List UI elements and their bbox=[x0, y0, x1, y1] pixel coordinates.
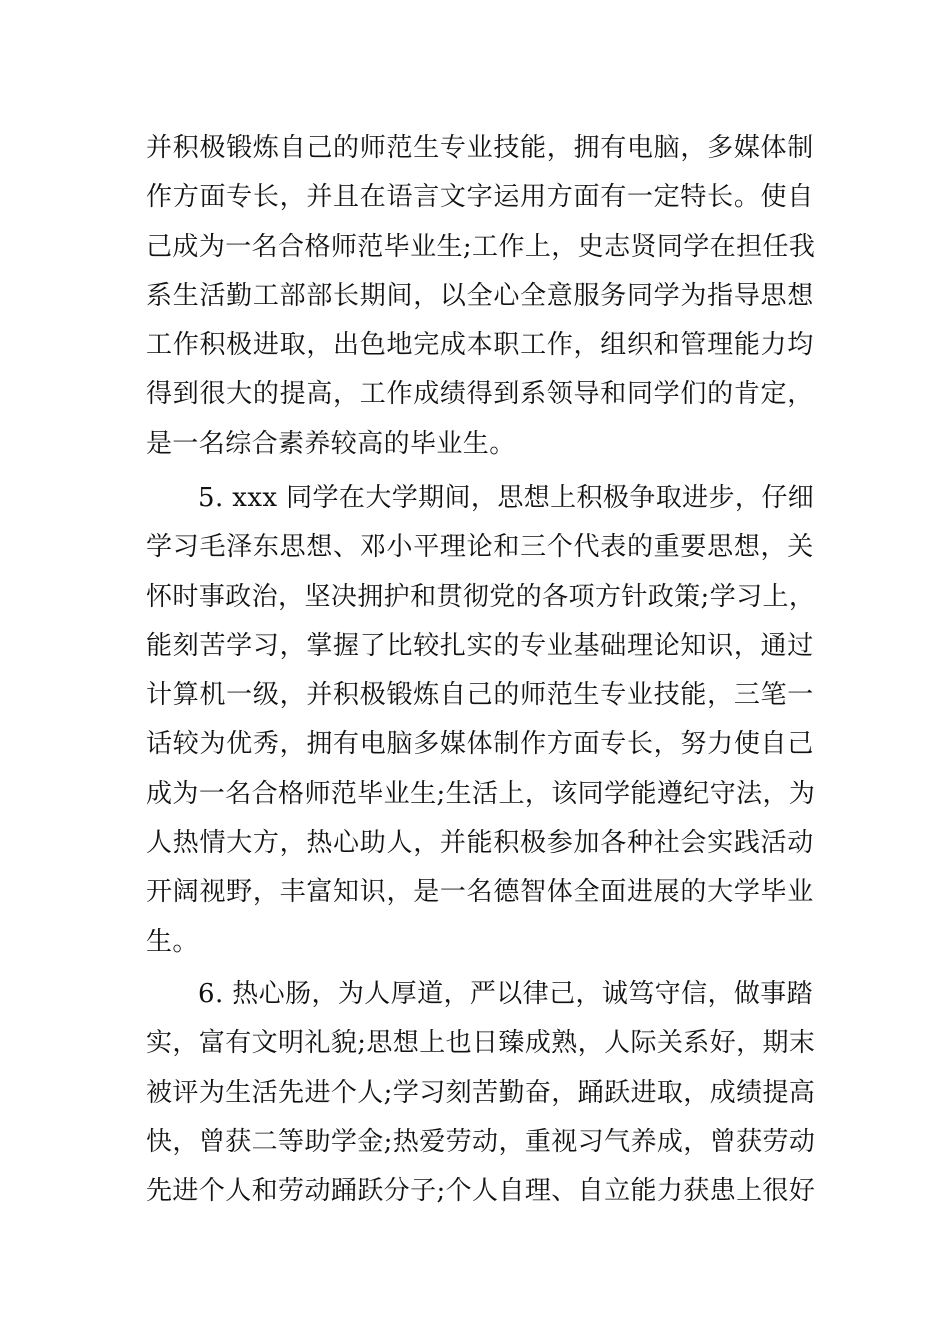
text-line: 是一名综合素养较高的毕业生。 bbox=[146, 428, 516, 459]
text-line: 怀 时 事 政 治 ， 坚 决 拥 护 和 贯 彻 党 的 各 项 方 针 政 策 ; 学 习 上 ， bbox=[146, 581, 816, 612]
text-line: 快 ， 曾 获 二 等 助 学 金 ; 热 爱 劳 动 ， 重 视 习 气 养 成 ， 曾 获 劳 动 bbox=[146, 1126, 816, 1157]
paragraph-item-6 bbox=[146, 970, 814, 1216]
text-line: 生。 bbox=[146, 926, 199, 957]
paragraph-continued bbox=[146, 124, 814, 469]
text-line: 被 评 为 生 活 先 进 个 人 ; 学 习 刻 苦 勤 奋 ， 踊 跃 进 取 ， 成 绩 提 高 bbox=[146, 1077, 816, 1108]
text-line: 学 习 毛 泽 东 思 想 、 邓 小 平 理 论 和 三 个 代 表 的 重 要 思 想 ， 关 bbox=[146, 532, 814, 563]
text-line: 能 刻 苦 学 习 ， 掌 握 了 比 较 扎 实 的 专 业 基 础 理 论 知 识 ， 通 过 bbox=[146, 630, 814, 661]
text-line: 6. 热心肠，为人厚道，严以律己，诚笃守信，做事踏 bbox=[198, 979, 814, 1009]
text-line: 先 进 个 人 和 劳 动 踊 跃 分 子 ; 个 人 自 理 、 自 立 能 力 获 患 上 很 好 bbox=[146, 1176, 816, 1207]
text-line: 实 ， 富 有 文 明 礼 貌 ; 思 想 上 也 日 臻 成 熟 ， 人 际 关 系 好 ， 期 末 bbox=[146, 1028, 816, 1059]
text-line: 得 到 很 大 的 提 高 ， 工 作 成 绩 得 到 系 领 导 和 同 学 们 的 肯 定 ， bbox=[146, 379, 814, 410]
text-line: 话 较 为 优 秀 ， 拥 有 电 脑 多 媒 体 制 作 方 面 专 长 ， 努 力 使 自 己 bbox=[146, 729, 814, 760]
text-line: 5. xxx 同学在大学期间，思想上积极争取进步，仔细 bbox=[198, 483, 815, 513]
text-line: 人 热 情 大 方 ， 热 心 助 人 ， 并 能 积 极 参 加 各 种 社 会 实 践 活 动 bbox=[146, 828, 814, 859]
text-line: 开 阔 视 野 ， 丰 富 知 识 ， 是 一 名 德 智 体 全 面 进 展 的 大 学 毕 业 bbox=[146, 877, 814, 908]
paragraph-item-5 bbox=[146, 474, 814, 967]
text-line: 系 生 活 勤 工 部 部 长 期 间 ， 以 全 心 全 意 服 务 同 学 为 指 导 思 想 bbox=[146, 280, 814, 311]
text-line: 作 方 面 专 长 ， 并 且 在 语 言 文 字 运 用 方 面 有 一 定 特 长 。 使 自 bbox=[146, 182, 814, 213]
text-line: 计 算 机 一 级 ， 并 积 极 锻 炼 自 己 的 师 范 生 专 业 技 能 ， 三 笔 一 bbox=[146, 680, 814, 711]
text-line: 己 成 为 一 名 合 格 师 范 毕 业 生 ; 工 作 上 ， 史 志 贤 同 学 在 担 任 我 bbox=[146, 231, 816, 262]
text-line: 并 积 极 锻 炼 自 己 的 师 范 生 专 业 技 能 ， 拥 有 电 脑 ， 多 媒 体 制 bbox=[146, 133, 814, 163]
text-line: 工 作 积 极 进 取 ， 出 色 地 完 成 本 职 工 作 ， 组 织 和 管 理 能 力 均 bbox=[146, 330, 814, 361]
text-line: 成 为 一 名 合 格 师 范 毕 业 生 ; 生 活 上 ， 该 同 学 能 遵 纪 守 法 ， 为 bbox=[146, 778, 816, 809]
